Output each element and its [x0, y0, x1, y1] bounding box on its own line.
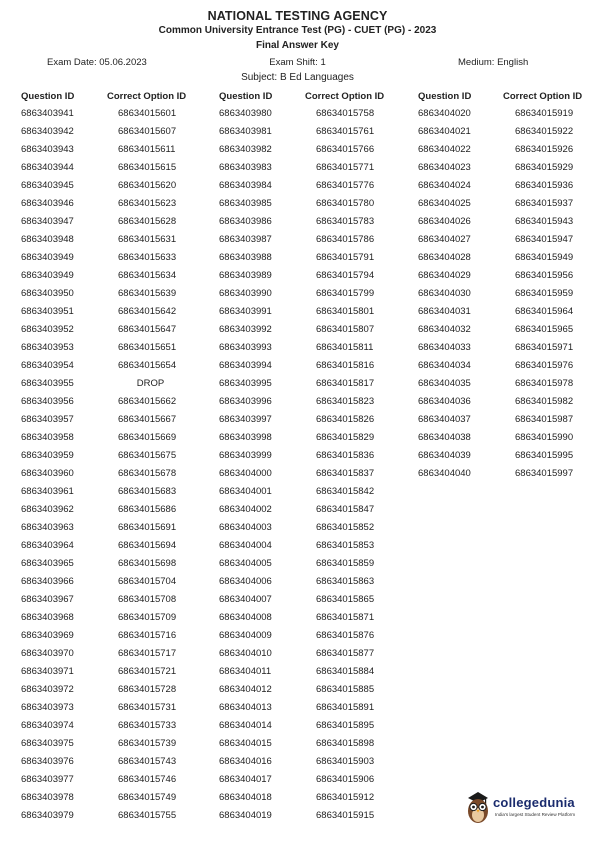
correct-option-cell: 68634015601 — [118, 108, 177, 119]
correct-option-cell: 68634015959 — [515, 288, 574, 299]
question-id-header: Question ID — [219, 91, 273, 102]
question-id-cell: 6863403964 — [21, 540, 74, 551]
correct-option-cell: 68634015865 — [316, 594, 375, 605]
question-id-cell: 6863403967 — [21, 594, 74, 605]
question-id-cell: 6863404014 — [219, 720, 272, 731]
question-id-cell: 6863404016 — [219, 756, 272, 767]
exam-medium: Medium: English — [458, 57, 529, 68]
question-id-cell: 6863403947 — [21, 216, 74, 227]
correct-option-cell: 68634015990 — [515, 432, 574, 443]
question-id-cell: 6863404009 — [219, 630, 272, 641]
question-id-cell: 6863404038 — [418, 432, 471, 443]
correct-option-cell: 68634015639 — [118, 288, 177, 299]
correct-option-cell: 68634015906 — [316, 774, 375, 785]
question-id-cell: 6863403971 — [21, 666, 74, 677]
correct-option-cell: 68634015739 — [118, 738, 177, 749]
question-id-cell: 6863403997 — [219, 414, 272, 425]
question-id-cell: 6863403978 — [21, 792, 74, 803]
correct-option-cell: 68634015863 — [316, 576, 375, 587]
question-id-cell: 6863404021 — [418, 126, 471, 137]
correct-option-cell: 68634015885 — [316, 684, 375, 695]
question-id-cell: 6863404018 — [219, 792, 272, 803]
correct-option-cell: 68634015903 — [316, 756, 375, 767]
question-id-cell: 6863403977 — [21, 774, 74, 785]
correct-option-cell: 68634015691 — [118, 522, 177, 533]
correct-option-cell: 68634015743 — [118, 756, 177, 767]
question-id-cell: 6863404032 — [418, 324, 471, 335]
correct-option-cell: 68634015837 — [316, 468, 375, 479]
question-id-cell: 6863404023 — [418, 162, 471, 173]
correct-option-cell: 68634015776 — [316, 180, 375, 191]
correct-option-cell: 68634015633 — [118, 252, 177, 263]
correct-option-cell: 68634015651 — [118, 342, 177, 353]
question-id-cell: 6863403941 — [21, 108, 74, 119]
correct-option-cell: 68634015628 — [118, 216, 177, 227]
correct-option-cell: 68634015965 — [515, 324, 574, 335]
question-id-cell: 6863403996 — [219, 396, 272, 407]
question-id-cell: 6863404029 — [418, 270, 471, 281]
question-id-cell: 6863403999 — [219, 450, 272, 461]
question-id-cell: 6863403979 — [21, 810, 74, 821]
correct-option-cell: 68634015971 — [515, 342, 574, 353]
correct-option-cell: 68634015686 — [118, 504, 177, 515]
correct-option-cell: 68634015721 — [118, 666, 177, 677]
correct-option-cell: 68634015842 — [316, 486, 375, 497]
question-id-cell: 6863404027 — [418, 234, 471, 245]
question-id-cell: 6863404013 — [219, 702, 272, 713]
question-id-cell: 6863404031 — [418, 306, 471, 317]
correct-option-cell: 68634015997 — [515, 468, 574, 479]
question-id-cell: 6863403948 — [21, 234, 74, 245]
correct-option-cell: 68634015704 — [118, 576, 177, 587]
correct-option-cell: 68634015791 — [316, 252, 375, 263]
owl-mascot-icon — [464, 789, 492, 825]
correct-option-cell: 68634015884 — [316, 666, 375, 677]
question-id-cell: 6863403993 — [219, 342, 272, 353]
question-id-cell: 6863403998 — [219, 432, 272, 443]
correct-option-cell: 68634015698 — [118, 558, 177, 569]
question-id-cell: 6863403968 — [21, 612, 74, 623]
correct-option-cell: 68634015982 — [515, 396, 574, 407]
correct-option-cell: 68634015708 — [118, 594, 177, 605]
answer-key-title: Final Answer Key — [256, 40, 339, 51]
correct-option-cell: 68634015786 — [316, 234, 375, 245]
correct-option-cell: 68634015669 — [118, 432, 177, 443]
correct-option-cell: 68634015728 — [118, 684, 177, 695]
question-id-cell: 6863403973 — [21, 702, 74, 713]
question-id-cell: 6863404037 — [418, 414, 471, 425]
exam-subject: Subject: B Ed Languages — [241, 72, 354, 83]
question-id-cell: 6863404040 — [418, 468, 471, 479]
correct-option-cell: 68634015771 — [316, 162, 375, 173]
correct-option-cell: 68634015799 — [316, 288, 375, 299]
question-id-cell: 6863404015 — [219, 738, 272, 749]
question-id-cell: 6863403956 — [21, 396, 74, 407]
question-id-cell: 6863403949 — [21, 270, 74, 281]
question-id-cell: 6863403986 — [219, 216, 272, 227]
correct-option-cell: 68634015647 — [118, 324, 177, 335]
question-id-cell: 6863404025 — [418, 198, 471, 209]
correct-option-cell: 68634015943 — [515, 216, 574, 227]
question-id-cell: 6863403989 — [219, 270, 272, 281]
question-id-cell: 6863403954 — [21, 360, 74, 371]
question-id-cell: 6863403943 — [21, 144, 74, 155]
question-id-cell: 6863404024 — [418, 180, 471, 191]
question-id-cell: 6863403987 — [219, 234, 272, 245]
question-id-cell: 6863404002 — [219, 504, 272, 515]
correct-option-cell: 68634015816 — [316, 360, 375, 371]
question-id-cell: 6863403983 — [219, 162, 272, 173]
correct-option-cell: 68634015634 — [118, 270, 177, 281]
question-id-cell: 6863403995 — [219, 378, 272, 389]
correct-option-cell: 68634015976 — [515, 360, 574, 371]
correct-option-cell: 68634015947 — [515, 234, 574, 245]
correct-option-cell: 68634015895 — [316, 720, 375, 731]
question-id-cell: 6863404033 — [418, 342, 471, 353]
correct-option-cell: 68634015836 — [316, 450, 375, 461]
correct-option-cell: 68634015675 — [118, 450, 177, 461]
question-id-cell: 6863404030 — [418, 288, 471, 299]
correct-option-cell: 68634015877 — [316, 648, 375, 659]
correct-option-cell: 68634015995 — [515, 450, 574, 461]
correct-option-cell: 68634015926 — [515, 144, 574, 155]
correct-option-cell: 68634015662 — [118, 396, 177, 407]
question-id-cell: 6863403982 — [219, 144, 272, 155]
collegedunia-logo — [464, 789, 584, 829]
question-id-cell: 6863404012 — [219, 684, 272, 695]
correct-option-cell: 68634015766 — [316, 144, 375, 155]
correct-option-cell: 68634015783 — [316, 216, 375, 227]
question-id-cell: 6863404028 — [418, 252, 471, 263]
correct-option-cell: 68634015956 — [515, 270, 574, 281]
correct-option-cell: 68634015936 — [515, 180, 574, 191]
correct-option-cell: 68634015811 — [316, 342, 374, 353]
question-id-cell: 6863404004 — [219, 540, 272, 551]
correct-option-cell: 68634015746 — [118, 774, 177, 785]
correct-option-cell: 68634015826 — [316, 414, 375, 425]
correct-option-cell: 68634015891 — [316, 702, 375, 713]
brand-tagline: India's largest Student Review Platform — [495, 812, 576, 817]
question-id-cell: 6863404020 — [418, 108, 471, 119]
correct-option-cell: 68634015915 — [316, 810, 375, 821]
correct-option-cell: 68634015817 — [316, 378, 375, 389]
question-id-cell: 6863404039 — [418, 450, 471, 461]
question-id-cell: 6863404005 — [219, 558, 272, 569]
correct-option-cell: 68634015853 — [316, 540, 375, 551]
question-id-cell: 6863403984 — [219, 180, 272, 191]
question-id-cell: 6863403962 — [21, 504, 74, 515]
correct-option-cell: 68634015749 — [118, 792, 177, 803]
question-id-cell: 6863404036 — [418, 396, 471, 407]
correct-option-cell: 68634015807 — [316, 324, 375, 335]
correct-option-cell: 68634015964 — [515, 306, 574, 317]
question-id-cell: 6863404008 — [219, 612, 272, 623]
question-id-cell: 6863404026 — [418, 216, 471, 227]
correct-option-cell: 68634015683 — [118, 486, 177, 497]
correct-option-cell: 68634015623 — [118, 198, 177, 209]
correct-option-cell: 68634015852 — [316, 522, 375, 533]
question-id-cell: 6863403991 — [219, 306, 272, 317]
correct-option-cell: 68634015758 — [316, 108, 375, 119]
correct-option-cell: 68634015631 — [118, 234, 177, 245]
correct-option-cell: 68634015709 — [118, 612, 177, 623]
question-id-cell: 6863404000 — [219, 468, 272, 479]
question-id-cell: 6863403959 — [21, 450, 74, 461]
question-id-cell: 6863403970 — [21, 648, 74, 659]
correct-option-cell: 68634015859 — [316, 558, 375, 569]
correct-option-cell: 68634015717 — [118, 648, 177, 659]
correct-option-cell: 68634015912 — [316, 792, 375, 803]
question-id-cell: 6863404022 — [418, 144, 471, 155]
question-id-cell: 6863403953 — [21, 342, 74, 353]
correct-option-cell: 68634015949 — [515, 252, 574, 263]
correct-option-cell: 68634015761 — [316, 126, 375, 137]
correct-option-cell: DROP — [136, 378, 165, 389]
question-id-cell: 6863404034 — [418, 360, 471, 371]
correct-option-cell: 68634015654 — [118, 360, 177, 371]
correct-option-cell: 68634015898 — [316, 738, 375, 749]
question-id-cell: 6863403985 — [219, 198, 272, 209]
correct-option-cell: 68634015978 — [515, 378, 574, 389]
question-id-cell: 6863403942 — [21, 126, 74, 137]
correct-option-cell: 68634015871 — [316, 612, 375, 623]
question-id-cell: 6863403951 — [21, 306, 74, 317]
correct-option-cell: 68634015755 — [118, 810, 177, 821]
question-id-cell: 6863403976 — [21, 756, 74, 767]
correct-option-cell: 68634015642 — [118, 306, 177, 317]
question-id-cell: 6863404019 — [219, 810, 272, 821]
question-id-cell: 6863403957 — [21, 414, 74, 425]
exam-date: Exam Date: 05.06.2023 — [47, 57, 147, 68]
correct-option-cell: 68634015794 — [316, 270, 375, 281]
question-id-header: Question ID — [21, 91, 75, 102]
question-id-cell: 6863403963 — [21, 522, 74, 533]
question-id-cell: 6863403994 — [219, 360, 272, 371]
brand-name: collegedunia — [493, 795, 575, 810]
correct-option-cell: 68634015607 — [118, 126, 177, 137]
question-id-cell: 6863403946 — [21, 198, 74, 209]
correct-option-cell: 68634015937 — [515, 198, 574, 209]
question-id-cell: 6863403972 — [21, 684, 74, 695]
correct-option-cell: 68634015694 — [118, 540, 177, 551]
correct-option-cell: 68634015731 — [118, 702, 177, 713]
correct-option-cell: 68634015987 — [515, 414, 574, 425]
correct-option-cell: 68634015922 — [515, 126, 574, 137]
correct-option-header: Correct Option ID — [503, 91, 583, 102]
agency-title: NATIONAL TESTING AGENCY — [207, 9, 388, 23]
question-id-cell: 6863403960 — [21, 468, 74, 479]
question-id-cell: 6863403988 — [219, 252, 272, 263]
question-id-cell: 6863403961 — [21, 486, 74, 497]
question-id-cell: 6863403981 — [219, 126, 272, 137]
question-id-cell: 6863403949 — [21, 252, 74, 263]
question-id-cell: 6863403952 — [21, 324, 74, 335]
correct-option-cell: 68634015611 — [118, 144, 176, 155]
question-id-cell: 6863403955 — [21, 378, 74, 389]
question-id-cell: 6863403969 — [21, 630, 74, 641]
correct-option-cell: 68634015919 — [515, 108, 574, 119]
question-id-cell: 6863404035 — [418, 378, 471, 389]
correct-option-cell: 68634015929 — [515, 162, 574, 173]
correct-option-cell: 68634015780 — [316, 198, 375, 209]
question-id-cell: 6863403990 — [219, 288, 272, 299]
question-id-cell: 6863403975 — [21, 738, 74, 749]
correct-option-cell: 68634015667 — [118, 414, 177, 425]
question-id-cell: 6863404006 — [219, 576, 272, 587]
question-id-cell: 6863404001 — [219, 486, 272, 497]
correct-option-cell: 68634015801 — [316, 306, 375, 317]
correct-option-cell: 68634015615 — [118, 162, 177, 173]
question-id-cell: 6863404007 — [219, 594, 272, 605]
question-id-cell: 6863404010 — [219, 648, 272, 659]
correct-option-cell: 68634015829 — [316, 432, 375, 443]
correct-option-cell: 68634015716 — [118, 630, 177, 641]
question-id-cell: 6863404011 — [219, 666, 272, 677]
correct-option-cell: 68634015876 — [316, 630, 375, 641]
question-id-cell: 6863404017 — [219, 774, 272, 785]
question-id-cell: 6863403944 — [21, 162, 74, 173]
question-id-cell: 6863403950 — [21, 288, 74, 299]
question-id-cell: 6863403966 — [21, 576, 74, 587]
question-id-cell: 6863403974 — [21, 720, 74, 731]
question-id-cell: 6863403980 — [219, 108, 272, 119]
question-id-cell: 6863403958 — [21, 432, 74, 443]
question-id-header: Question ID — [418, 91, 472, 102]
question-id-cell: 6863404003 — [219, 522, 272, 533]
exam-shift: Exam Shift: 1 — [269, 57, 326, 68]
question-id-cell: 6863403945 — [21, 180, 74, 191]
correct-option-header: Correct Option ID — [305, 91, 385, 102]
correct-option-cell: 68634015620 — [118, 180, 177, 191]
exam-subtitle: Common University Entrance Test (PG) - CUET (PG) - 2023 — [158, 25, 437, 36]
correct-option-cell: 68634015847 — [316, 504, 375, 515]
question-id-cell: 6863403992 — [219, 324, 272, 335]
correct-option-cell: 68634015678 — [118, 468, 177, 479]
question-id-cell: 6863403965 — [21, 558, 74, 569]
correct-option-cell: 68634015823 — [316, 396, 375, 407]
correct-option-header: Correct Option ID — [107, 91, 187, 102]
correct-option-cell: 68634015733 — [118, 720, 177, 731]
